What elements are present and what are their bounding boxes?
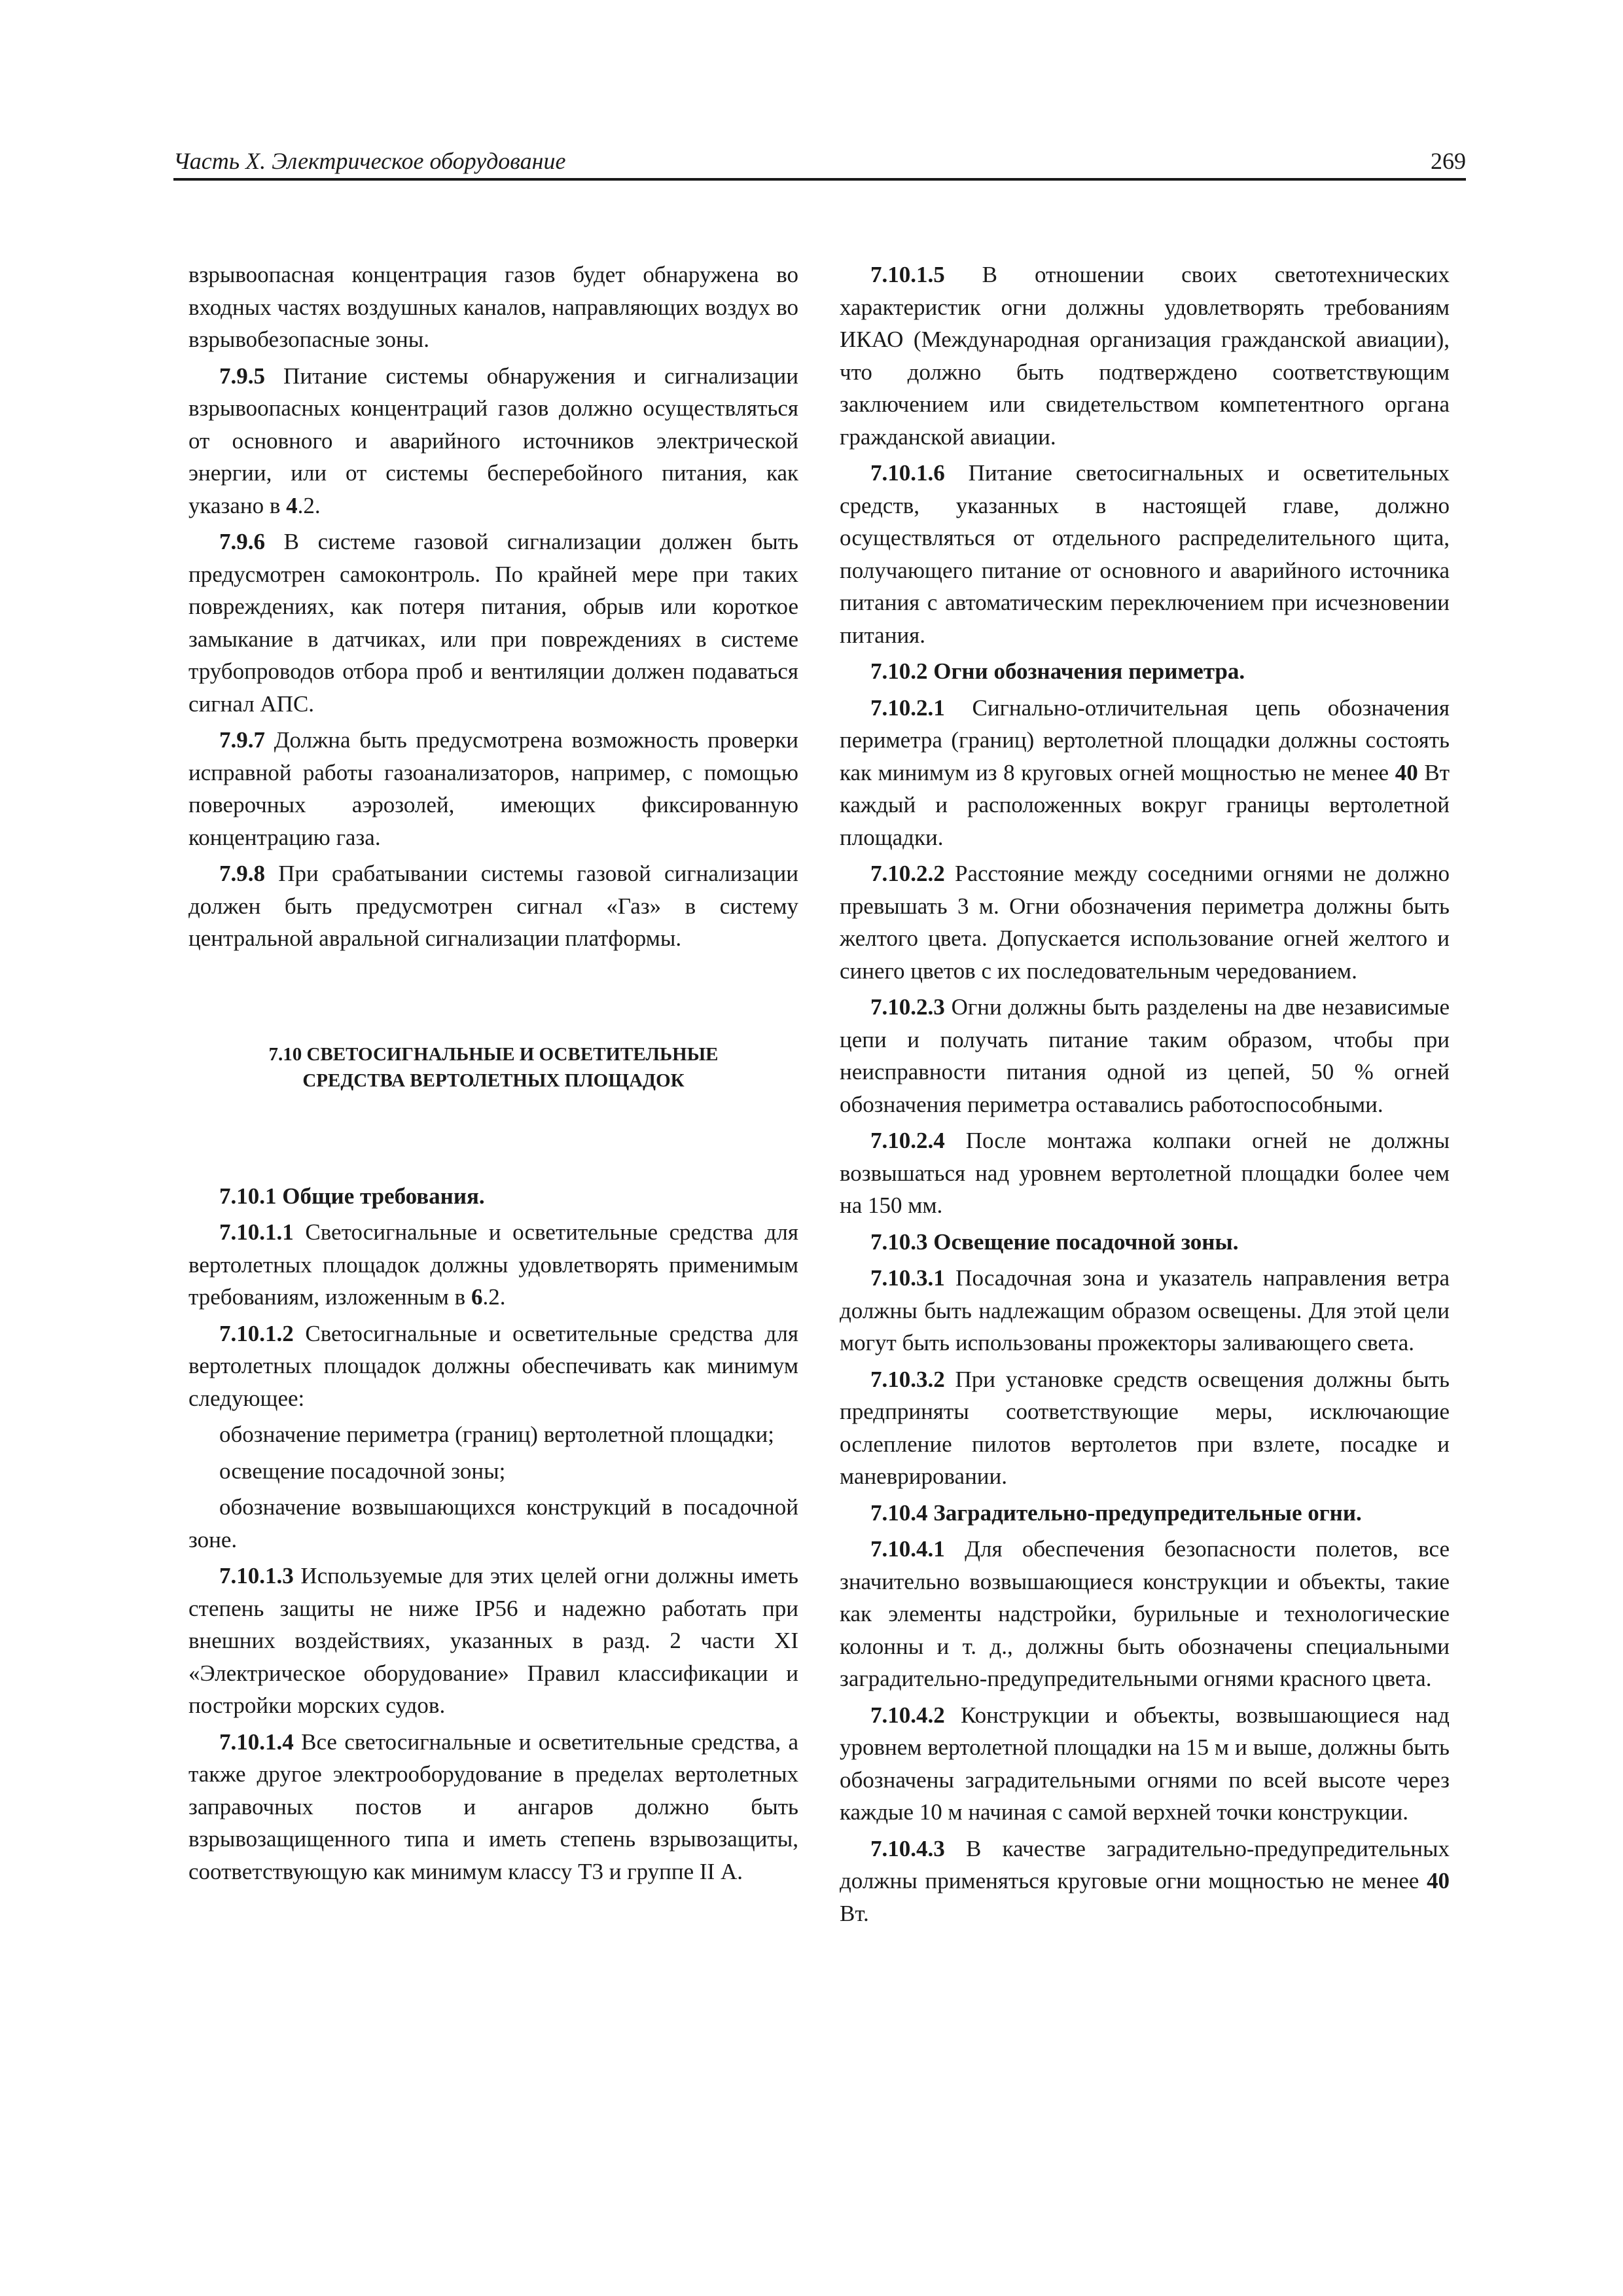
paragraph-7-10-2-4: 7.10.2.4 После монтажа колпаки огней не должны возвышаться над уровнем вертолетной площадки более чем на 150 мм. — [840, 1128, 1450, 1218]
clause-number: 7.10.2.1 — [870, 694, 945, 721]
paragraph-7-10-1-3: 7.10.1.3 Используемые для этих целей огни должны иметь степень защиты не ниже IP56 и надежно работать при внешних воздействиях, указанных в разд. 2 части XI «Электрическое оборудование» Правил классификации и постройки морских судов. — [188, 1563, 798, 1718]
paragraph-7-10-1-1: 7.10.1.1 Светосигнальные и осветительные средства для вертолетных площадок должны удовлетворять применимым требованиям, изложенным в 6.2. — [188, 1219, 798, 1310]
left-column — [188, 259, 798, 1892]
clause-number: 7.10.3.2 — [870, 1366, 945, 1392]
list-item: обозначение периметра (границ) вертолетной площадки; — [219, 1422, 774, 1447]
paragraph-7-10-2-1: 7.10.2.1 Сигнально-отличительная цепь обозначения периметра (границ) вертолетной площадки должны состоять как минимум из 8 круговых огней мощностью не менее 40 Вт каждый и расположенных вокруг границы вертолетной площадки. — [840, 694, 1450, 850]
header-rule — [173, 178, 1466, 181]
clause-number: 7.10.1.3 — [219, 1563, 294, 1588]
clause-number: 7.9.7 — [219, 727, 265, 753]
clause-number: 7.10.4.1 — [870, 1536, 945, 1562]
paragraph-7-10-2-3: 7.10.2.3 Огни должны быть разделены на две независимые цепи и получать питание таким образом, чтобы при неисправности питания одной из цепей, 50 % огней обозначения периметра оставались работоспособными. — [840, 994, 1450, 1117]
right-column — [840, 259, 1450, 1933]
list-item: обозначение возвышающихся конструкций в посадочной зоне. — [188, 1494, 798, 1552]
paragraph-7-10-4-1: 7.10.4.1 Для обеспечения безопасности полетов, все значительно возвышающиеся конструкции и объекты, такие как элементы надстройки, бурильные и технологические колонны и т. д., должны быть обозначены специальными заградительно-предупредительными огнями красного цвета. — [840, 1536, 1450, 1691]
paragraph: взрывоопасная концентрация газов будет обнаружена во входных частях воздушных каналов, направляющих воздух во взрывобезопасные зоны. — [188, 262, 798, 352]
clause-number: 7.10.2.4 — [870, 1128, 945, 1153]
clause-number: 7.10.1.4 — [219, 1729, 294, 1755]
list-item: освещение посадочной зоны; — [219, 1458, 506, 1484]
paragraph-7-9-6: 7.9.6 В системе газовой сигнализации должен быть предусмотрен самоконтроль. По крайней мере при таких повреждениях, как потеря питания, обрыв или короткое замыкание в датчиках, или при повреждениях в системе трубопроводов отбора проб и вентиляции должен подаваться сигнал АПС. — [188, 529, 798, 717]
paragraph-7-10-1-4: 7.10.1.4 Все светосигнальные и осветительные средства, а также другое электрооборудование в пределах вертолетных заправочных постов и ангаров должно быть взрывозащищенного типа и иметь степень взрывозащиты, соответствующую как минимум классу Т3 и группе II А. — [188, 1729, 798, 1884]
clause-number: 7.10.2.2 — [870, 861, 945, 886]
subsection-heading: 7.10.1 Общие требования. — [219, 1183, 485, 1209]
clause-number: 7.10.4.3 — [870, 1835, 945, 1861]
clause-number: 7.10.4.2 — [870, 1702, 945, 1728]
paragraph-7-10-4-2: 7.10.4.2 Конструкции и объекты, возвышающиеся над уровнем вертолетной площадки на 15 м и выше, должны быть обозначены заградительными огнями по всей высоте через каждые 10 м начиная с самой верхней точки конструкции. — [840, 1702, 1450, 1825]
paragraph-7-9-5: 7.9.5 Питание системы обнаружения и сигнализации взрывоопасных концентраций газов должно осуществляться от основного и аварийного источников электрической энергии, или от системы бесперебойного питания, как указано в 4.2. — [188, 363, 798, 518]
clause-number: 7.9.6 — [219, 529, 265, 554]
section-title: 7.10 СВЕТОСИГНАЛЬНЫЕ И ОСВЕТИТЕЛЬНЫЕ СРЕДСТВА ВЕРТОЛЕТНЫХ ПЛОЩАДОК — [268, 1043, 719, 1091]
paragraph-7-10-2-2: 7.10.2.2 Расстояние между соседними огнями не должно превышать 3 м. Огни обозначения периметра должны быть желтого цвета. Допускается использование огней желтого и синего цветов с их последовательным чередованием. — [840, 861, 1450, 984]
clause-number: 7.10.1.1 — [219, 1219, 294, 1245]
subsection-heading: 7.10.3 Освещение посадочной зоны. — [870, 1229, 1239, 1255]
paragraph-7-9-7: 7.9.7 Должна быть предусмотрена возможность проверки исправной работы газоанализаторов, например, с помощью поверочных аэрозолей, имеющих фиксированную концентрацию газа. — [188, 727, 798, 850]
clause-number: 7.10.1.5 — [870, 262, 945, 287]
clause-number: 7.9.5 — [219, 363, 265, 389]
subsection-heading: 7.10.4 Заградительно-предупредительные огни. — [870, 1499, 1362, 1526]
clause-number: 7.10.1.6 — [870, 460, 945, 486]
clause-number: 7.9.8 — [219, 861, 265, 886]
paragraph-7-10-1-2: 7.10.1.2 Светосигнальные и осветительные средства для вертолетных площадок должны обеспечивать как минимум следующее: — [188, 1320, 798, 1411]
clause-number: 7.10.1.2 — [219, 1320, 294, 1346]
page-number: 269 — [1431, 148, 1466, 174]
paragraph-7-10-3-1: 7.10.3.1 Посадочная зона и указатель направления ветра должны быть надлежащим образом освещены. Для этой цели могут быть использованы прожекторы заливающего света. — [840, 1265, 1450, 1355]
clause-number: 7.10.3.1 — [870, 1265, 945, 1291]
paragraph-7-10-3-2: 7.10.3.2 При установке средств освещения должны быть предприняты соответствующие меры, исключающие ослепление пилотов вертолетов при взлете, посадке и маневрировании. — [840, 1366, 1450, 1489]
paragraph-7-10-1-6: 7.10.1.6 Питание светосигнальных и осветительных средств, указанных в настоящей главе, должно осуществляться от отдельного распределительного щита, получающего питание от основного и аварийного источника питания с автоматическим переключением при исчезновении питания. — [840, 460, 1450, 648]
subsection-heading: 7.10.2 Огни обозначения периметра. — [870, 658, 1245, 684]
running-title: Часть X. Электрическое оборудование — [173, 148, 566, 174]
paragraph-7-10-1-5: 7.10.1.5 В отношении своих светотехнических характеристик огни должны удовлетворять требованиям ИКАО (Международная организация гражданской авиации), что должно быть подтверждено соответствующим заключением или свидетельством компетентного органа гражданской авиации. — [840, 262, 1450, 450]
paragraph-7-10-4-3: 7.10.4.3 В качестве заградительно-предупредительных должны применяться круговые огни мощностью не менее 40 Вт. — [840, 1835, 1450, 1926]
page-header — [173, 145, 1466, 177]
paragraph-7-9-8: 7.9.8 При срабатывании системы газовой сигнализации должен быть предусмотрен сигнал «Газ» в систему центральной авральной сигнализации платформы. — [188, 861, 798, 951]
clause-number: 7.10.2.3 — [870, 994, 945, 1020]
